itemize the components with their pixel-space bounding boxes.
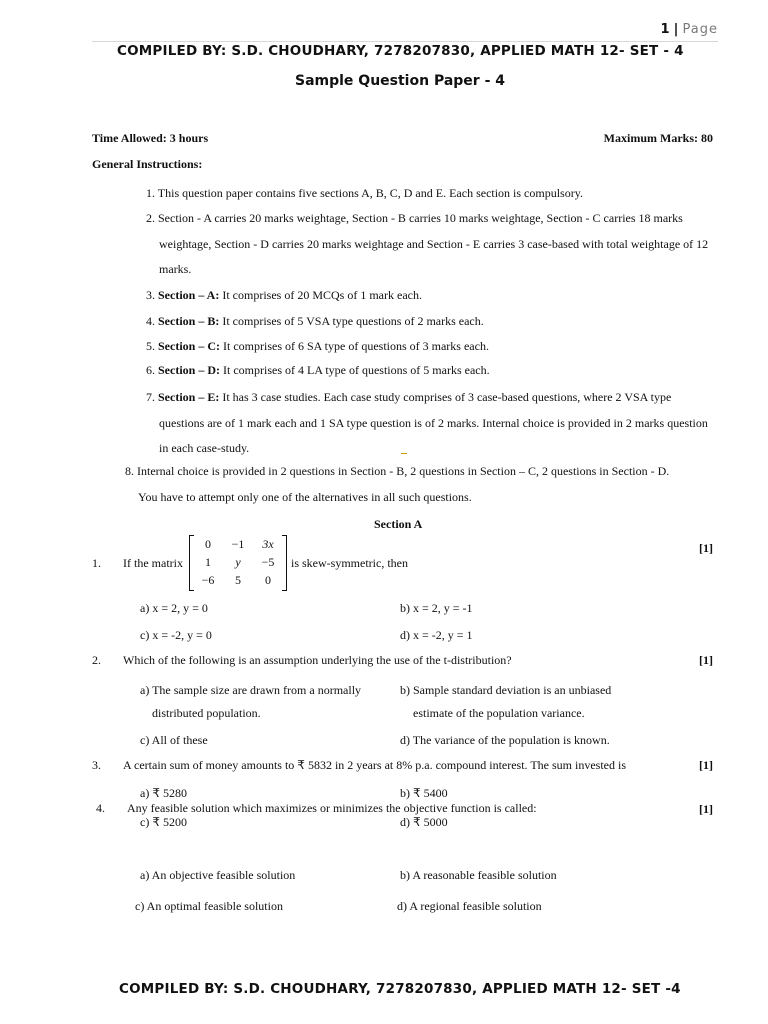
page-number-value: 1 xyxy=(660,22,670,37)
matrix-cell: 5 xyxy=(235,573,241,587)
question-2-option-b: b) Sample standard deviation is an unbiased xyxy=(400,683,612,697)
instruction-1: 1. This question paper contains five sections A, B, C, D and E. Each section is compulsory. xyxy=(146,186,583,200)
question-1-option-d: d) x = -2, y = 1 xyxy=(400,628,473,642)
maximum-marks: Maximum Marks: 80 xyxy=(603,131,713,145)
instructions-heading: General Instructions: xyxy=(92,157,203,171)
question-4-option-d: d) A regional feasible solution xyxy=(397,899,542,913)
question-2-marks: [1] xyxy=(699,653,713,667)
instruction-7-line-3: in each case-study. xyxy=(159,441,250,455)
footer-compiled-by: COMPILED BY: S.D. CHOUDHARY, 7278207830, APPLIED MATH 12- SET -4 xyxy=(119,981,681,997)
question-3-option-b: b) ₹ 5400 xyxy=(400,786,448,800)
question-3-marks: [1] xyxy=(699,758,713,772)
marker-tick xyxy=(401,453,407,454)
instruction-2-line-2: weightage, Section - D carries 20 marks weightage and Section - E carries 3 case-based with total weightage of 12 xyxy=(159,237,709,251)
question-4-option-c: c) An optimal feasible solution xyxy=(135,899,283,913)
instruction-8: 8. Internal choice is provided in 2 questions in Section - B, 2 questions in Section – C, 2 questions in Section - D. xyxy=(125,464,670,478)
section-a-heading: Section A xyxy=(374,517,423,531)
matrix-cell: −1 xyxy=(231,537,245,551)
question-4-marks: [1] xyxy=(699,802,713,816)
instruction-6: 6. Section – D: It comprises of 4 LA type of questions of 5 marks each. xyxy=(146,363,490,377)
question-3-option-d: d) ₹ 5000 xyxy=(400,815,448,829)
question-4-option-b: b) A reasonable feasible solution xyxy=(400,868,557,882)
question-2-option-d: d) The variance of the population is known. xyxy=(400,733,610,747)
question-3-option-c: c) ₹ 5200 xyxy=(140,815,187,829)
instruction-4: 4. Section – B: It comprises of 5 VSA type questions of 2 marks each. xyxy=(146,314,484,328)
question-1-option-b: b) x = 2, y = -1 xyxy=(400,601,473,615)
paper-title: Sample Question Paper - 4 xyxy=(294,73,505,89)
question-3-text: A certain sum of money amounts to ₹ 5832 in 2 years at 8% p.a. compound interest. The sum invested is xyxy=(123,758,626,772)
time-allowed: Time Allowed: 3 hours xyxy=(92,131,209,145)
matrix-cell: 0 xyxy=(205,537,211,551)
question-2-option-b-line-2: estimate of the population variance. xyxy=(413,706,585,720)
instruction-2: 2. Section - A carries 20 marks weightage, Section - B carries 10 marks weightage, Section - C carries 18 marks xyxy=(146,211,683,225)
matrix-cell: y xyxy=(235,555,241,569)
question-4-number: 4. xyxy=(96,801,105,815)
matrix-cell: 1 xyxy=(205,555,211,569)
question-1-option-c: c) x = -2, y = 0 xyxy=(140,628,212,642)
instruction-5: 5. Section – C: It comprises of 6 SA type of questions of 3 marks each. xyxy=(146,339,489,353)
header-rule xyxy=(92,41,718,42)
question-2-text: Which of the following is an assumption underlying the use of the t-distribution? xyxy=(123,653,512,667)
instruction-8-line-2: You have to attempt only one of the alternatives in all such questions. xyxy=(138,490,472,504)
question-1-marks: [1] xyxy=(699,541,713,555)
instruction-7: 7. Section – E: It has 3 case studies. Each case study comprises of 3 case-based questions, where 2 VSA type xyxy=(146,390,672,404)
instruction-2-line-3: marks. xyxy=(159,262,192,276)
question-4-text: Any feasible solution which maximizes or minimizes the objective function is called: xyxy=(127,801,537,815)
matrix-cell: 0 xyxy=(265,573,271,587)
page-number xyxy=(660,22,718,37)
matrix-cell: 3x xyxy=(262,537,274,551)
question-1-number: 1. xyxy=(92,556,101,570)
question-2-number: 2. xyxy=(92,653,101,667)
instruction-7-line-2: questions are of 1 mark each and 1 SA type question is of 2 marks. Internal choice is provided in 2 marks question xyxy=(159,416,708,430)
question-2-option-c: c) All of these xyxy=(140,733,208,747)
question-1-option-a: a) x = 2, y = 0 xyxy=(140,601,208,615)
page-word: Page xyxy=(682,22,718,37)
instruction-3: 3. Section – A: It comprises of 20 MCQs of 1 mark each. xyxy=(146,288,422,302)
matrix-cell: −5 xyxy=(261,555,275,569)
header-compiled-by: COMPILED BY: S.D. CHOUDHARY, 7278207830, APPLIED MATH 12- SET - 4 xyxy=(117,43,684,59)
question-2-option-a-line-2: distributed population. xyxy=(152,706,261,720)
question-1-matrix xyxy=(189,535,287,591)
question-4-option-a: a) An objective feasible solution xyxy=(140,868,296,882)
question-2-option-a: a) The sample size are drawn from a normally xyxy=(140,683,362,697)
question-3-number: 3. xyxy=(92,758,101,772)
question-3-option-a: a) ₹ 5280 xyxy=(140,786,187,800)
page-separator: | xyxy=(673,22,679,37)
question-1-text-before: If the matrix xyxy=(123,556,183,570)
matrix-cell: −6 xyxy=(201,573,215,587)
question-1-text-after: is skew-symmetric, then xyxy=(291,556,408,570)
